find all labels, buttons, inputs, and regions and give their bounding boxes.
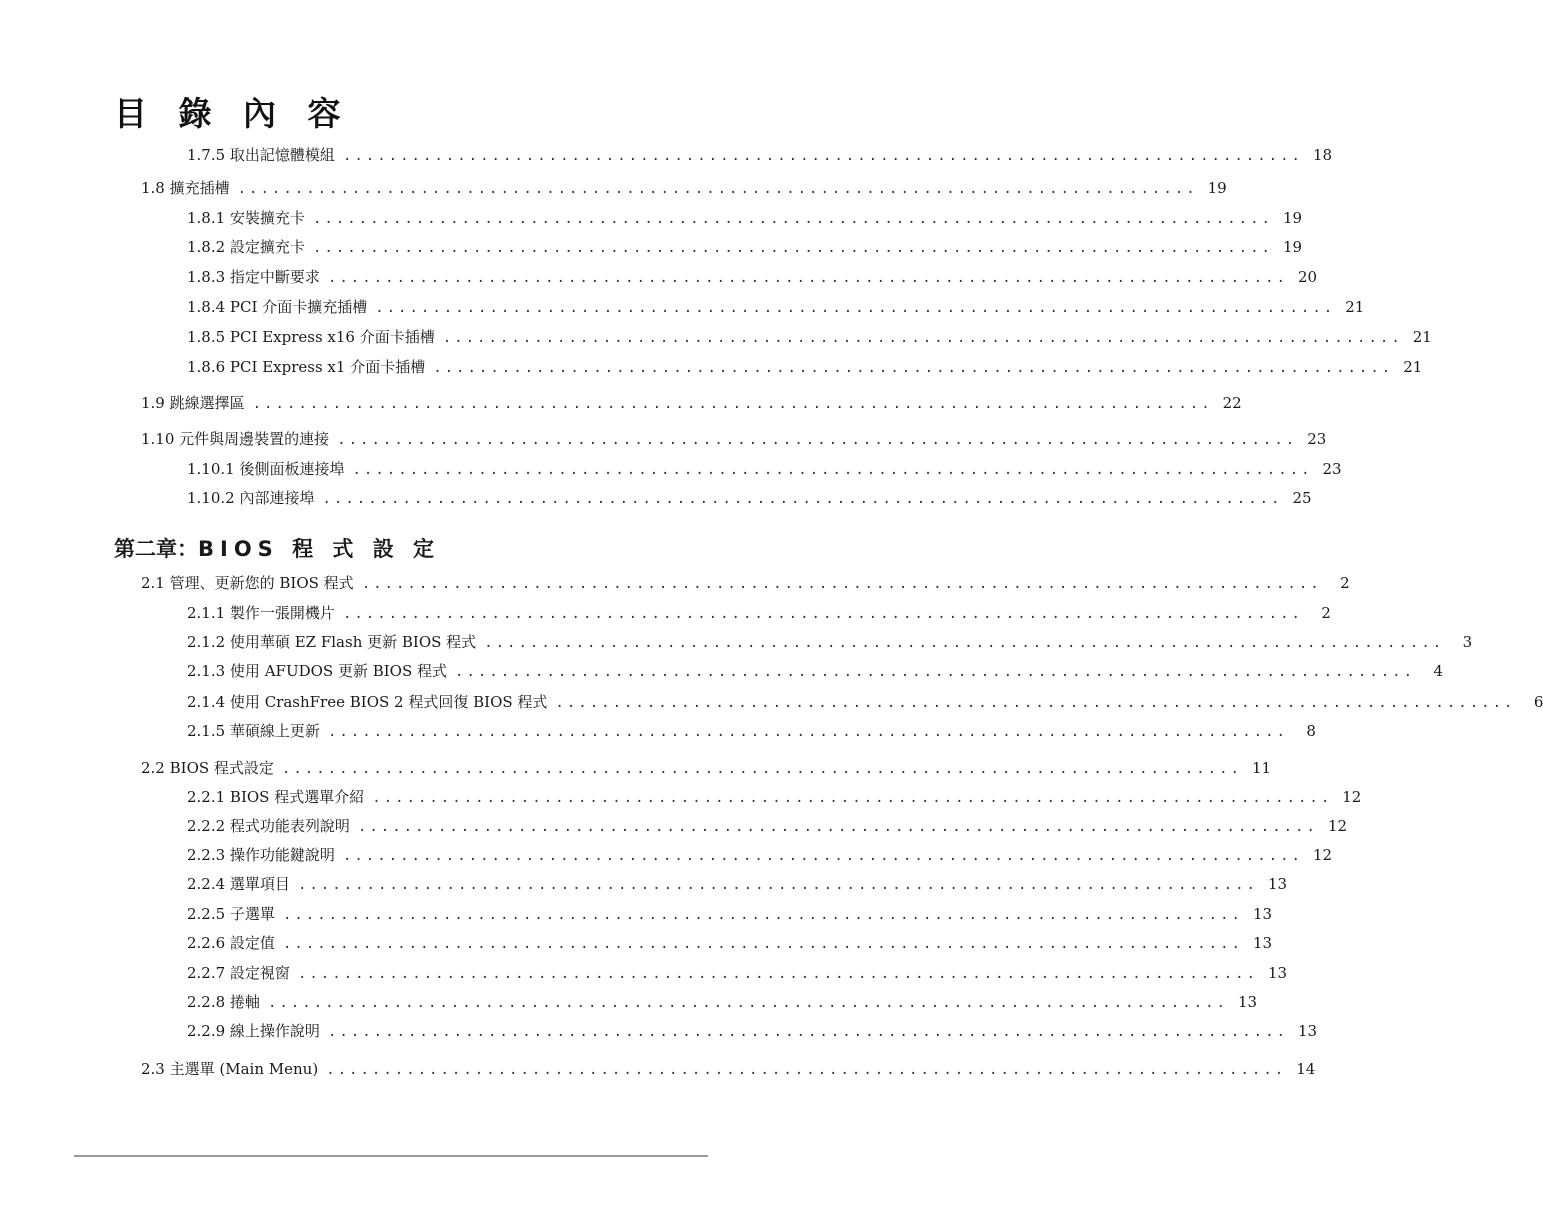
toc-entry-label: 2.1.2 使用華碩 EZ Flash 更新 BIOS 程式 <box>187 633 477 651</box>
toc-entry-label: 2.1 管理、更新您的 BIOS 程式 <box>141 574 354 592</box>
toc-entry-label: 2.2.5 子選單 <box>187 905 275 923</box>
toc-leader: .................................................................................... <box>484 635 1445 651</box>
toc-entry-label: 1.8.6 PCI Express x1 介面卡插槽 <box>187 358 426 376</box>
toc-entry[interactable] <box>187 267 1318 287</box>
toc-entry[interactable] <box>141 1059 1316 1079</box>
toc-page-number: 13 <box>1267 875 1288 893</box>
toc-page-number: 14 <box>1296 1060 1316 1078</box>
toc-entry[interactable] <box>187 1021 1318 1041</box>
toc-page-number: 12 <box>1312 846 1333 864</box>
toc-entry-label: 1.8.3 指定中斷要求 <box>187 268 320 286</box>
toc-leader: .................................................................................... <box>372 790 1333 806</box>
toc-leader: .................................................................................... <box>267 995 1228 1011</box>
toc-page-number: 21 <box>1403 358 1423 376</box>
footer-rule <box>74 1155 708 1157</box>
toc-page-number: 13 <box>1252 905 1273 923</box>
toc-entry-label: 2.2.9 線上操作說明 <box>187 1022 320 1040</box>
toc-leader: .................................................................................... <box>282 907 1243 923</box>
toc-leader: .................................................................................... <box>342 606 1303 622</box>
toc-page-number: 19 <box>1282 209 1303 227</box>
toc-leader: .................................................................................... <box>342 848 1303 864</box>
toc-entry[interactable] <box>187 874 1288 894</box>
toc-page-number: 21 <box>1412 328 1432 346</box>
toc-entry[interactable] <box>187 816 1348 836</box>
toc-entry[interactable] <box>187 692 1543 712</box>
toc-page-number: 20 <box>1297 268 1318 286</box>
toc-leader: .................................................................................... <box>322 491 1283 507</box>
toc-leader: .................................................................................... <box>337 432 1298 448</box>
toc-entry-label: 1.7.5 取出記憶體模組 <box>187 146 335 164</box>
toc-page-number: 21 <box>1345 298 1365 316</box>
toc-leader: .................................................................................... <box>352 462 1313 478</box>
toc-leader: .................................................................................... <box>455 664 1416 680</box>
toc-entry-label: 1.10.2 內部連接埠 <box>187 489 315 507</box>
toc-entry[interactable] <box>141 758 1272 778</box>
toc-entry-label: 2.2.7 設定視窗 <box>187 964 290 982</box>
toc-leader: .................................................................................... <box>442 330 1403 346</box>
toc-entry-label: 1.8.5 PCI Express x16 介面卡插槽 <box>187 328 435 346</box>
toc-entry-label: 2.1.1 製作一張開機片 <box>187 604 335 622</box>
toc-leader: .................................................................................... <box>357 819 1318 835</box>
toc-entry[interactable] <box>187 327 1432 347</box>
toc-leader: .................................................................................... <box>252 396 1213 412</box>
toc-entry[interactable] <box>187 963 1288 983</box>
toc-entry[interactable] <box>187 992 1258 1012</box>
toc-page-number: 23 <box>1307 430 1327 448</box>
toc-entry[interactable] <box>187 145 1333 165</box>
toc-entry-label: 1.8.4 PCI 介面卡擴充插槽 <box>187 298 368 316</box>
toc-page-number: 13 <box>1267 964 1288 982</box>
toc-entry[interactable] <box>141 393 1242 413</box>
toc-leader: .................................................................................... <box>312 211 1273 227</box>
toc-entry-label: 1.8.2 設定擴充卡 <box>187 238 305 256</box>
toc-entry-label: 1.10 元件與周邊裝置的連接 <box>141 430 330 448</box>
toc-entry-label: 2.1.5 華碩線上更新 <box>187 722 320 740</box>
toc-entry[interactable] <box>187 661 1444 681</box>
toc-entry-label: 2.1.4 使用 CrashFree BIOS 2 程式回復 BIOS 程式 <box>187 693 548 711</box>
toc-leader: .................................................................................... <box>361 576 1322 592</box>
toc-leader: .................................................................................... <box>281 761 1242 777</box>
toc-entry[interactable] <box>187 208 1303 228</box>
toc-entry[interactable] <box>187 632 1473 652</box>
toc-leader: .................................................................................... <box>237 181 1198 197</box>
toc-entry-label: 2.3 主選單 (Main Menu) <box>141 1060 319 1078</box>
toc-entry[interactable] <box>141 429 1327 449</box>
toc-entry-label: 2.2.1 BIOS 程式選單介紹 <box>187 788 365 806</box>
chapter-prefix: 第二章： <box>114 537 198 561</box>
toc-entry[interactable] <box>141 178 1227 198</box>
toc-page-number: 11 <box>1251 759 1272 777</box>
toc-leader: .................................................................................... <box>312 240 1273 256</box>
toc-page-number: 6 <box>1533 693 1543 711</box>
toc-page-number: 19 <box>1282 238 1303 256</box>
toc-leader: .................................................................................... <box>327 1024 1288 1040</box>
toc-page-number: 22 <box>1222 394 1242 412</box>
toc-entry[interactable] <box>187 904 1273 924</box>
toc-page-number: 13 <box>1297 1022 1318 1040</box>
toc-leader: .................................................................................... <box>375 300 1336 316</box>
toc-entry[interactable] <box>187 357 1423 377</box>
toc-page-number: 2 <box>1340 574 1350 592</box>
toc-leader: .................................................................................... <box>326 1062 1287 1078</box>
toc-entry[interactable] <box>187 721 1316 741</box>
toc-page-number: 19 <box>1207 179 1227 197</box>
toc-entry[interactable] <box>141 573 1350 593</box>
toc-entry[interactable] <box>187 459 1342 479</box>
toc-leader: .................................................................................... <box>555 695 1516 711</box>
toc-entry[interactable] <box>187 845 1333 865</box>
toc-page-number: 18 <box>1312 146 1333 164</box>
toc-entry-label: 1.9 跳線選擇區 <box>141 394 245 412</box>
chapter-heading <box>114 533 440 563</box>
toc-entry-label: 2.2.2 程式功能表列說明 <box>187 817 350 835</box>
toc-page-number: 4 <box>1433 662 1444 680</box>
toc-entry-label: 2.2 BIOS 程式設定 <box>141 759 274 777</box>
toc-page-number: 25 <box>1292 489 1312 507</box>
toc-page-number: 13 <box>1237 993 1258 1011</box>
toc-entry-label: 1.8 擴充插槽 <box>141 179 230 197</box>
toc-leader: .................................................................................... <box>297 877 1258 893</box>
toc-entry-label: 2.1.3 使用 AFUDOS 更新 BIOS 程式 <box>187 662 448 680</box>
toc-page-number: 13 <box>1252 934 1273 952</box>
toc-entry[interactable] <box>187 237 1303 257</box>
toc-entry-label: 2.2.3 操作功能鍵說明 <box>187 846 335 864</box>
toc-leader: .................................................................................... <box>282 936 1243 952</box>
toc-entry[interactable] <box>187 933 1273 953</box>
toc-entry-label: 2.2.4 選單項目 <box>187 875 290 893</box>
toc-leader: .................................................................................... <box>327 724 1288 740</box>
toc-page-number: 8 <box>1306 722 1316 740</box>
toc-entry[interactable] <box>187 603 1331 623</box>
toc-entry[interactable] <box>187 787 1362 807</box>
toc-entry-label: 2.2.6 設定值 <box>187 934 275 952</box>
toc-entry-label: 1.8.1 安裝擴充卡 <box>187 209 305 227</box>
toc-entry-label: 2.2.8 捲軸 <box>187 993 260 1011</box>
toc-leader: .................................................................................... <box>327 270 1288 286</box>
toc-leader: .................................................................................... <box>433 360 1394 376</box>
toc-entry[interactable] <box>187 297 1365 317</box>
toc-entry-label: 1.10.1 後側面板連接埠 <box>187 460 345 478</box>
toc-page-number: 12 <box>1342 788 1362 806</box>
toc-page-number: 12 <box>1327 817 1348 835</box>
toc-page-number: 23 <box>1322 460 1342 478</box>
toc-page-number: 2 <box>1321 604 1331 622</box>
toc-leader: .................................................................................... <box>297 966 1258 982</box>
toc-leader: .................................................................................... <box>342 148 1303 164</box>
toc-entry[interactable] <box>187 488 1312 508</box>
toc-page-number: 3 <box>1462 633 1473 651</box>
page-title: 目 錄 內 容 <box>114 94 351 133</box>
chapter-title: BIOS 程 式 設 定 <box>198 537 441 561</box>
